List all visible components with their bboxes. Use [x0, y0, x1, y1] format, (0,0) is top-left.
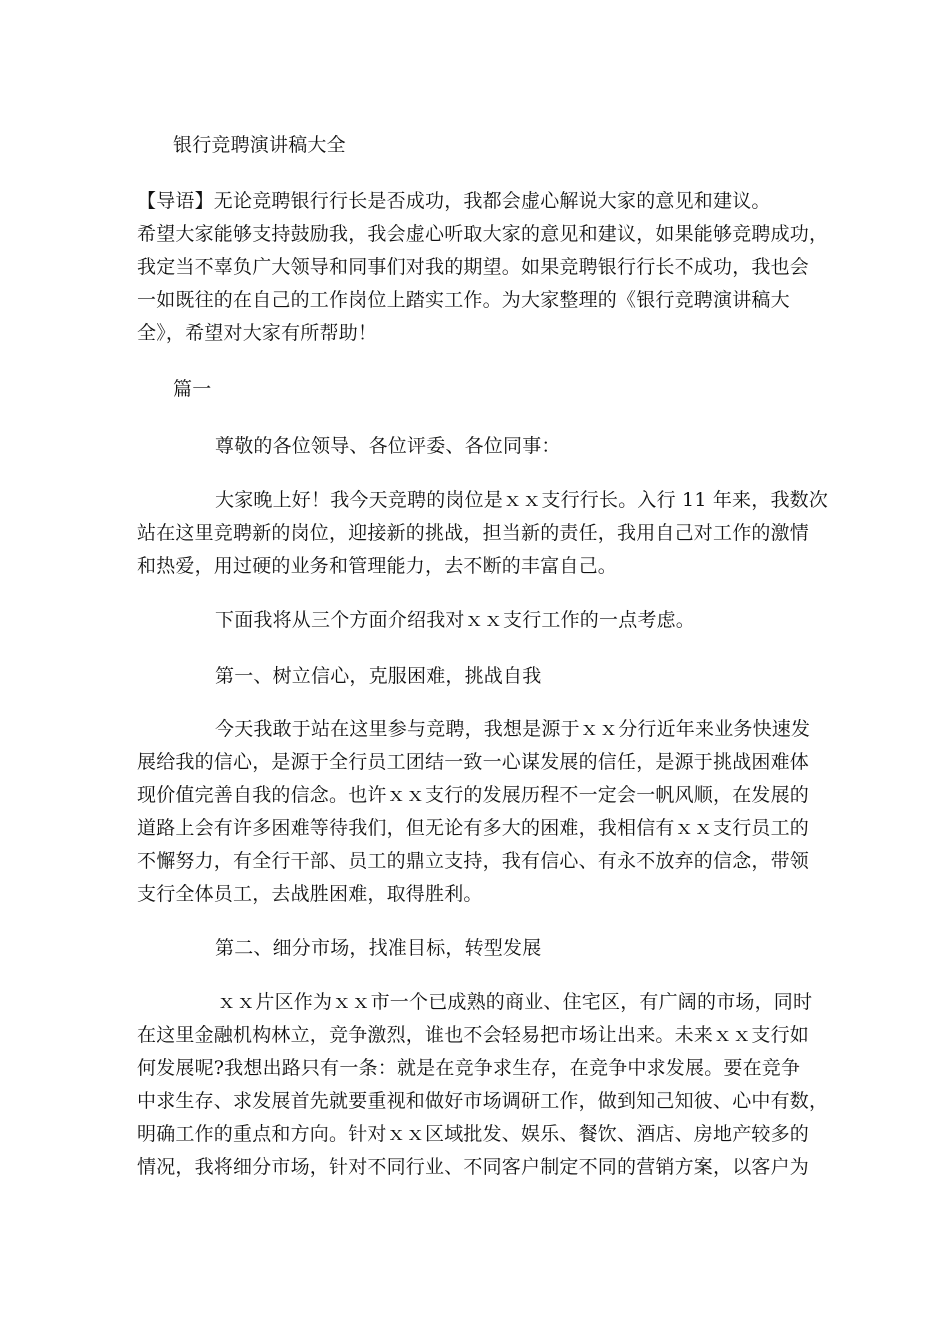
document-title: 银行竞聘演讲稿大全	[173, 134, 346, 156]
paragraph-line: 明确工作的重点和方向。针对ｘｘ区域批发、娱乐、餐饮、酒店、房地产较多的	[137, 1123, 810, 1145]
intro-line: 【导语】无论竞聘银行行长是否成功，我都会虚心解说大家的意见和建议。	[137, 190, 771, 212]
heading-2: 第二、细分市场，找准目标，转型发展	[215, 937, 542, 959]
paragraph-line: 支行全体员工，去战胜困难，取得胜利。	[137, 883, 483, 905]
paragraph-1	[137, 484, 828, 583]
intro-line: 希望大家能够支持鼓励我，我会虚心听取大家的意见和建议，如果能够竞聘成功，	[137, 223, 829, 245]
intro-line: 一如既往的在自己的工作岗位上踏实工作。为大家整理的《银行竞聘演讲稿大	[137, 289, 790, 311]
paragraph-line: 中求生存、求发展首先就要重视和做好市场调研工作，做到知己知彼、心中有数，	[137, 1090, 829, 1112]
salutation: 尊敬的各位领导、各位评委、各位同事：	[215, 435, 561, 457]
paragraph-line: 不懈努力，有全行干部、员工的鼎立支持，我有信心、有永不放弃的信念，带领	[137, 850, 810, 872]
intro-line: 全》，希望对大家有所帮助！	[137, 322, 378, 344]
paragraph-line: 大家晚上好！我今天竞聘的岗位是ｘｘ支行行长。入行 11 年来，我数次	[215, 489, 829, 511]
paragraph-line: 何发展呢?我想出路只有一条：就是在竞争求生存，在竞争中求发展。要在竞争	[137, 1057, 801, 1079]
paragraph-line: 站在这里竞聘新的岗位，迎接新的挑战，担当新的责任，我用自己对工作的激情	[137, 522, 810, 544]
paragraph-line: 道路上会有许多困难等待我们，但无论有多大的困难，我相信有ｘｘ支行员工的	[137, 817, 810, 839]
paragraph-line: 现价值完善自我的信念。也许ｘｘ支行的发展历程不一定会一帆风顺，在发展的	[137, 784, 810, 806]
paragraph-line: 展给我的信心，是源于全行员工团结一致一心谋发展的信任，是源于挑战困难体	[137, 751, 810, 773]
intro-paragraph	[137, 185, 828, 350]
paragraph-line: 和热爱，用过硬的业务和管理能力，去不断的丰富自己。	[137, 555, 618, 577]
paragraph-4	[137, 986, 828, 1184]
paragraph-line: 情况，我将细分市场，针对不同行业、不同客户制定不同的营销方案，以客户为	[137, 1156, 810, 1178]
section-label: 篇一	[173, 378, 212, 400]
paragraph-line: 今天我敢于站在这里参与竞聘，我想是源于ｘｘ分行近年来业务快速发	[215, 718, 811, 740]
paragraph-3	[137, 713, 810, 911]
paragraph-line: ｘｘ片区作为ｘｘ市一个已成熟的商业、住宅区，有广阔的市场，同时	[217, 991, 813, 1013]
paragraph-2: 下面我将从三个方面介绍我对ｘｘ支行工作的一点考虑。	[215, 609, 696, 631]
heading-1: 第一、树立信心，克服困难，挑战自我	[215, 665, 542, 687]
paragraph-line: 在这里金融机构林立，竞争激烈，谁也不会轻易把市场让出来。未来ｘｘ支行如	[137, 1024, 810, 1046]
intro-line: 我定当不辜负广大领导和同事们对我的期望。如果竞聘银行行长不成功，我也会	[137, 256, 810, 278]
